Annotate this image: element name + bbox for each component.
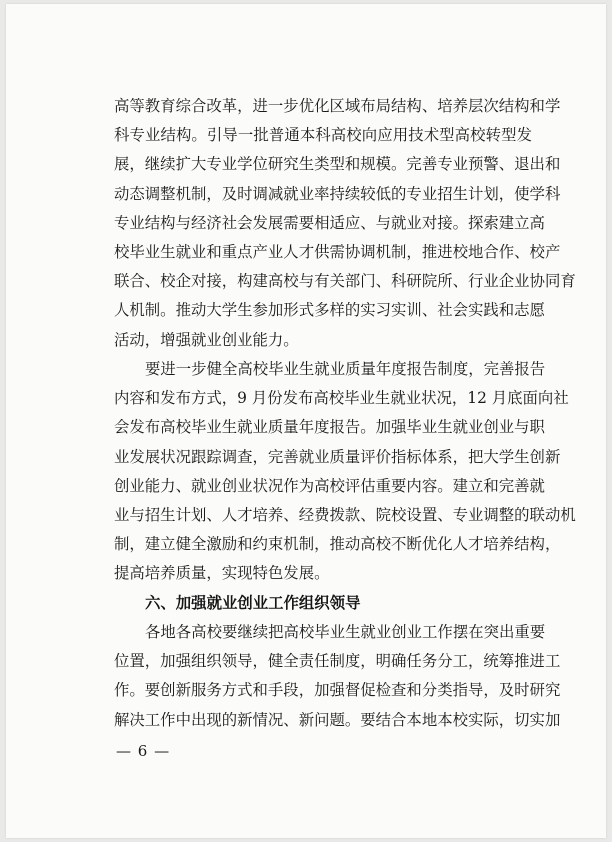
paragraph-1 xyxy=(114,92,576,355)
text-line: 联合、校企对接，构建高校与有关部门、科研院所、行业企业协同育 xyxy=(114,272,576,291)
text-line: 业与招生计划、人才培养、经费拨款、院校设置、专业调整的联动机 xyxy=(114,505,576,524)
text-line: 提高培养质量，实现特色发展。 xyxy=(114,564,330,583)
document-page xyxy=(6,4,606,838)
text-line: 动态调整机制，及时调减就业率持续较低的专业招生计划，使学科 xyxy=(114,184,561,203)
paragraph-2 xyxy=(114,355,576,589)
text-line: 各地各高校要继续把高校毕业生就业创业工作摆在突出重要 xyxy=(145,623,546,641)
text-line: 解决工作中出现的新情况、新问题。要结合本地本校实际，切实加 xyxy=(114,710,561,729)
text-line: 科专业结构。引导一批普通本科高校向应用技术型高校转型发 xyxy=(114,126,532,145)
text-line: 专业结构与经济社会发展需要相适应、与就业对接。探索建立高 xyxy=(114,213,545,232)
text-line: 业发展状况跟踪调查，完善就业质量评价指标体系，把大学生创新 xyxy=(114,447,561,466)
section-heading: 六、加强就业创业工作组织领导 xyxy=(145,594,361,612)
text-line: 作。要创新服务方式和手段，加强督促检查和分类指导，及时研究 xyxy=(114,681,561,700)
text-line: 要进一步健全高校毕业生就业质量年度报告制度，完善报告 xyxy=(145,360,546,378)
text-line: 内容和发布方式，9 月份发布高校毕业生就业状况，12 月底面向社 xyxy=(114,389,569,408)
text-line: 位置，加强组织领导，健全责任制度，明确任务分工，统筹推进工 xyxy=(114,652,561,671)
text-line: 创业能力、就业创业状况作为高校评估重要内容。建立和完善就 xyxy=(114,476,545,495)
text-line: 展，继续扩大专业学位研究生类型和规模。完善专业预警、退出和 xyxy=(114,155,561,174)
text-line: 活动，增强就业创业能力。 xyxy=(114,330,299,349)
page-number: — 6 — xyxy=(116,742,171,760)
text-line: 人机制。推动大学生参加形式多样的实习实训、社会实践和志愿 xyxy=(114,301,545,320)
text-line: 会发布高校毕业生就业质量年度报告。加强毕业生就业创业与职 xyxy=(114,418,545,437)
text-line: 校毕业生就业和重点产业人才供需协调机制，推进校地合作、校产 xyxy=(114,242,561,261)
text-line: 高等教育综合改革，进一步优化区域布局结构、培养层次结构和学 xyxy=(114,97,561,115)
text-line: 制，建立健全激励和约束机制，推动高校不断优化人才培养结构， xyxy=(114,535,561,554)
paragraph-3 xyxy=(114,618,561,735)
